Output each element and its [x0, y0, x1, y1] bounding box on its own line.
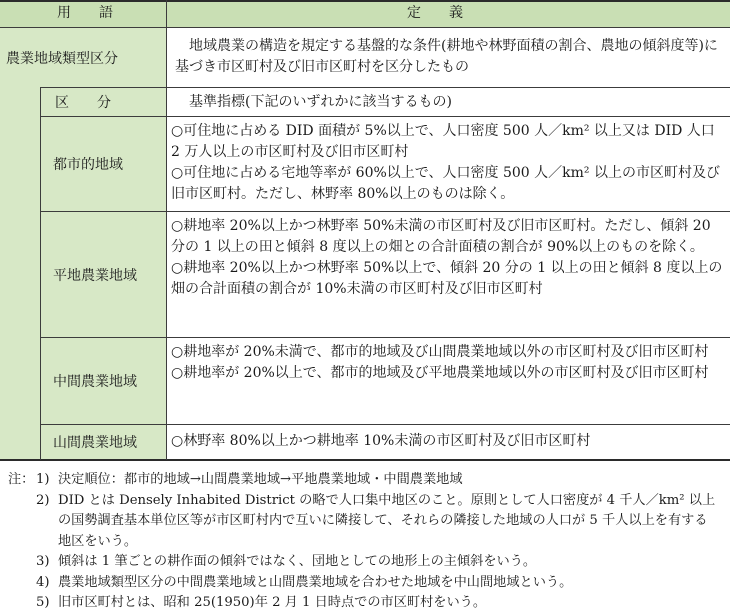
main-term-cell — [0, 28, 166, 87]
main-definition: 地域農業の構造を規定する基盤的な条件(耕地や林野面積の割合、農地の傾斜度等)に基づき市区町村及び旧市区町村を区分したもの — [175, 38, 718, 75]
header-term-label: 用 語 — [57, 5, 113, 21]
note-number: 4) — [36, 574, 50, 590]
sub-header-definition: 基準指標(下記のいずれかに該当するもの) — [175, 94, 452, 110]
row-definition-mountain — [171, 431, 724, 452]
row-definition-flat — [171, 216, 724, 300]
criterion-text: ○可住地に占める DID 面積が 5%以上で、人口密度 500 人／km² 以上又は DID 人口 2 万人以上の市区町村及び旧市区町村 — [171, 123, 715, 160]
note-item — [0, 593, 730, 614]
row-term-cell-flat — [41, 212, 166, 337]
criterion-text: ○耕地率が 20%以上で、都市的地域及び平地農業地域以外の市区町村及び旧市区町村 — [171, 365, 709, 381]
row-rule — [40, 337, 730, 338]
note-number: 2) — [36, 492, 50, 508]
table-top-rule — [0, 0, 730, 2]
note-text: 旧市区町村とは、昭和 25(1950)年 2 月 1 日時点での市区町村をいう。 — [58, 595, 487, 610]
sub-header-term-cell — [41, 88, 166, 116]
row-term: 平地農業地域 — [53, 267, 137, 284]
note-item — [0, 491, 730, 553]
note-item — [0, 552, 730, 573]
criterion-text: ○林野率 80%以上かつ耕地率 10%未満の市区町村及び旧市区町村 — [171, 433, 591, 449]
row-term-cell-middle — [41, 338, 166, 424]
row-term: 都市的地域 — [53, 157, 123, 173]
sub-header-term: 区 分 — [55, 95, 111, 111]
note-text: DID とは Densely Inhabited District の略で人口集中地区のこと。原則として人口密度が 4 千人／km² 以上の国勢調査基本単位区等が市区町村内で互いに隣接して、それらの隣接した地域の人口が 5 千人以上を有する地区をいう。 — [58, 492, 716, 549]
main-term: 農業地域類型区分 — [6, 50, 118, 67]
row-rule — [40, 424, 730, 425]
note-text: 傾斜は 1 筆ごとの耕作面の傾斜ではなく、団地としての地形上の主傾斜をいう。 — [58, 554, 537, 569]
criterion-text: ○可住地に占める宅地等率が 60%以上で、人口密度 500 人／km² 以上の市区町村及び旧市区町村。ただし、林野率 80%以上のものは除く。 — [171, 165, 720, 202]
note-number: 3) — [36, 554, 50, 569]
row-rule — [40, 116, 730, 117]
notes-label: 注： — [8, 472, 35, 487]
column-divider — [166, 0, 167, 460]
header-rule — [0, 27, 730, 28]
indent-gutter — [0, 87, 40, 460]
header-definition-label: 定 義 — [407, 5, 463, 21]
table-bottom-rule — [0, 459, 730, 461]
row-term-cell-mountain — [41, 425, 166, 459]
row-term-cell-urban — [41, 117, 166, 211]
row-term: 山間農業地域 — [53, 435, 137, 451]
note-number: 1) — [36, 472, 50, 487]
note-number: 5) — [36, 595, 50, 610]
row-term: 中間農業地域 — [53, 374, 137, 390]
note-text: 農業地域類型区分の中間農業地域と山間農業地域を合わせた地域を中山間地域という。 — [58, 574, 573, 590]
criterion-text: ○耕地率 20%以上かつ林野率 50%未満の市区町村及び旧市区町村。ただし、傾斜 20 分の 1 以上の田と傾斜 8 度以上の畑との合計面積の割合が 90%以上のものを除く。 — [171, 218, 711, 255]
gutter-divider — [40, 87, 41, 460]
row-rule — [40, 87, 730, 88]
row-definition-middle — [171, 342, 724, 384]
row-rule — [40, 211, 730, 212]
criterion-text: ○耕地率 20%以上かつ林野率 50%以上で、傾斜 20 分の 1 以上の田と傾斜 8 度以上の畑の合計面積の割合が 10%未満の市区町村及び旧市区町村 — [171, 260, 723, 297]
criterion-text: ○耕地率が 20%未満で、都市的地域及び山間農業地域以外の市区町村及び旧市区町村 — [171, 344, 709, 360]
row-definition-urban — [171, 121, 724, 205]
notes-section — [0, 470, 730, 614]
note-item — [0, 573, 730, 594]
note-text: 決定順位：都市的地域→山間農業地域→平地農業地域・中間農業地域 — [58, 472, 463, 487]
note-item — [0, 470, 730, 491]
